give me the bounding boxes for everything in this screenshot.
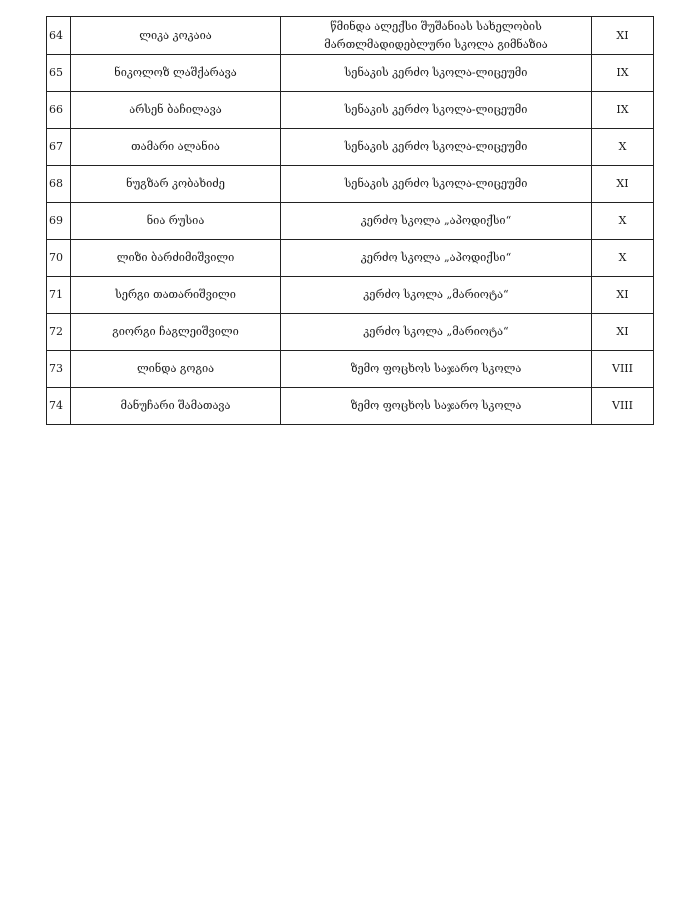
- grade-level: VIII: [592, 388, 654, 425]
- grade-level: XI: [592, 314, 654, 351]
- school-name: ზემო ფოცხოს საჯარო სკოლა: [281, 388, 592, 425]
- grade-level: XI: [592, 277, 654, 314]
- row-number: 69: [47, 203, 71, 240]
- student-name: ნია რუსია: [71, 203, 281, 240]
- school-name: კერძო სკოლა „აპოდიქსი“: [281, 203, 592, 240]
- table-row: [47, 277, 654, 314]
- grade-level: X: [592, 240, 654, 277]
- row-number: 65: [47, 55, 71, 92]
- row-number: 67: [47, 129, 71, 166]
- student-name: ლიზი ბარძიმიშვილი: [71, 240, 281, 277]
- grade-level: IX: [592, 55, 654, 92]
- school-name: კერძო სკოლა „აპოდიქსი“: [281, 240, 592, 277]
- student-name: ნიკოლოზ ლაშქარავა: [71, 55, 281, 92]
- student-name: სერგი თათარიშვილი: [71, 277, 281, 314]
- student-name: არსენ ბაჩილავა: [71, 92, 281, 129]
- row-number: 71: [47, 277, 71, 314]
- grade-level: XI: [592, 17, 654, 55]
- table-row: [47, 129, 654, 166]
- row-number: 64: [47, 17, 71, 55]
- row-number: 70: [47, 240, 71, 277]
- table-row: [47, 166, 654, 203]
- table-row: [47, 388, 654, 425]
- school-name: სენაკის კერძო სკოლა-ლიცეუმი: [281, 129, 592, 166]
- table-row: [47, 351, 654, 388]
- table-row: [47, 203, 654, 240]
- table-row: [47, 240, 654, 277]
- grade-level: VIII: [592, 351, 654, 388]
- row-number: 74: [47, 388, 71, 425]
- student-name: ლიკა კოკაია: [71, 17, 281, 55]
- table-row: [47, 55, 654, 92]
- grade-level: IX: [592, 92, 654, 129]
- student-name: გიორგი ჩაგლეიშვილი: [71, 314, 281, 351]
- student-name: მანუჩარი შამათავა: [71, 388, 281, 425]
- grade-level: X: [592, 129, 654, 166]
- student-table: [46, 16, 654, 425]
- row-number: 73: [47, 351, 71, 388]
- grade-level: XI: [592, 166, 654, 203]
- table-row: [47, 17, 654, 55]
- student-name: ლინდა გოგია: [71, 351, 281, 388]
- student-name: ნუგზარ კობახიძე: [71, 166, 281, 203]
- school-name: კერძო სკოლა „მარიოტა“: [281, 277, 592, 314]
- row-number: 72: [47, 314, 71, 351]
- table-row: [47, 92, 654, 129]
- student-name: თამარი ალანია: [71, 129, 281, 166]
- row-number: 66: [47, 92, 71, 129]
- school-name: სენაკის კერძო სკოლა-ლიცეუმი: [281, 92, 592, 129]
- school-name: კერძო სკოლა „მარიოტა“: [281, 314, 592, 351]
- row-number: 68: [47, 166, 71, 203]
- school-name: წმინდა ალექსი შუშანიას სახელობის მართლმადიდებლური სკოლა გიმნაზია: [281, 17, 592, 55]
- school-name: ზემო ფოცხოს საჯარო სკოლა: [281, 351, 592, 388]
- table-row: [47, 314, 654, 351]
- school-name: სენაკის კერძო სკოლა-ლიცეუმი: [281, 166, 592, 203]
- grade-level: X: [592, 203, 654, 240]
- school-name: სენაკის კერძო სკოლა-ლიცეუმი: [281, 55, 592, 92]
